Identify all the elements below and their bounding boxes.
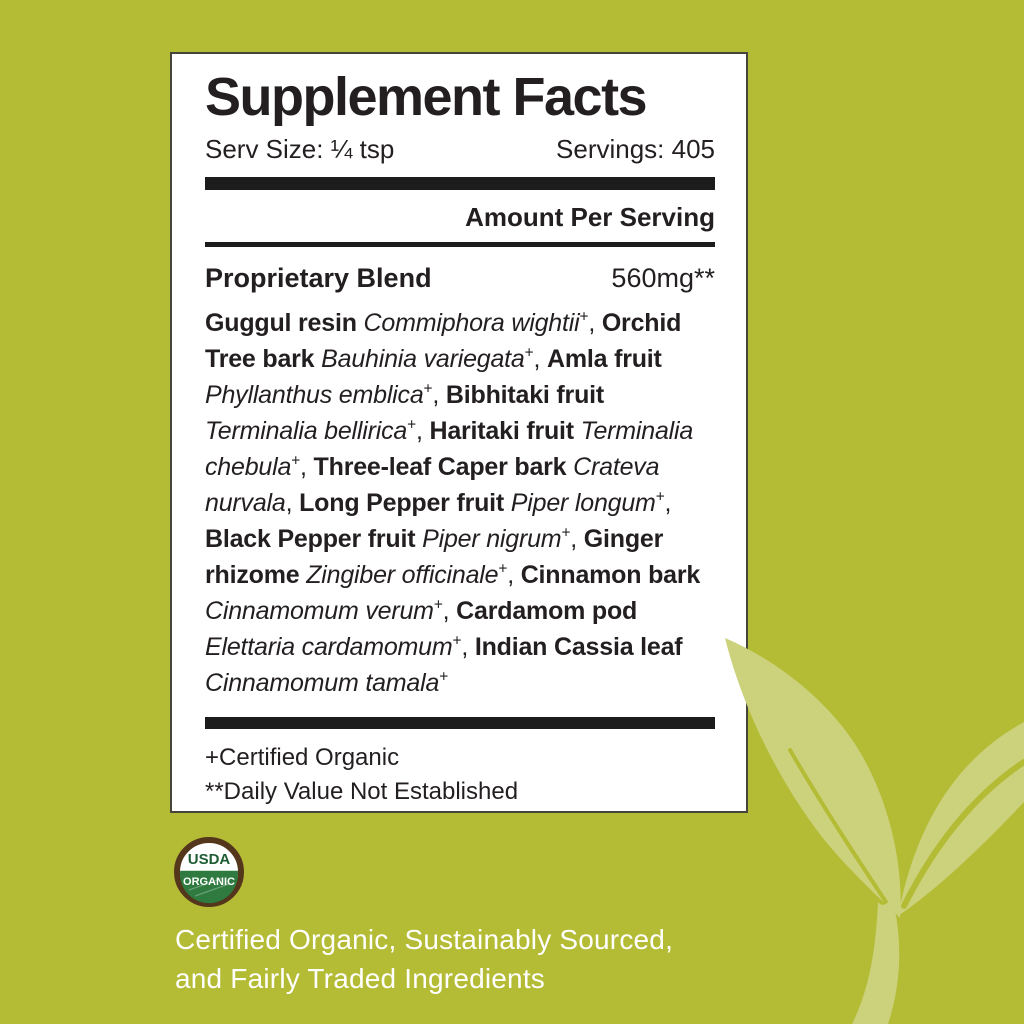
divider-bar-thin: [205, 242, 715, 247]
blend-amount: 560mg**: [611, 263, 715, 293]
amount-per-serving-label: Amount Per Serving: [465, 202, 715, 232]
tagline-line-2: and Fairly Traded Ingredients: [175, 963, 546, 994]
proprietary-blend-row: [205, 263, 715, 294]
tagline-line-1: Certified Organic, Sustainably Sourced,: [175, 924, 674, 955]
serv-size-text: Serv Size: ¼ tsp: [205, 134, 395, 164]
sprout-leaf-icon: [640, 600, 1024, 1024]
footnote-certified-organic: +Certified Organic: [205, 744, 400, 771]
serving-row: [205, 134, 715, 165]
panel-title: Supplement Facts: [205, 67, 647, 127]
blend-name: Proprietary Blend: [205, 263, 432, 293]
footnote-daily-value: **Daily Value Not Established: [205, 778, 519, 805]
servings-count-text: Servings: 405: [556, 134, 715, 164]
usda-seal-organic-text: ORGANIC: [183, 876, 235, 888]
ingredients-text: Guggul resin Commiphora wightii+, Orchid Tree bark Bauhinia variegata+, Amla fruit Phyllanthus emblica+, Bibhitaki fruit Terminalia bellirica+, Haritaki fruit Terminalia chebula+, Three-leaf Caper bark Crateva nurvala, Long Pepper fruit Piper longum+, Black Pepper fruit Piper nigrum+, Ginger rhizome Zingiber officinale+, Cinnamon bark Cinnamomum verum+, Cardamom pod Elettaria cardamomum+, Indian Cassia leaf Cinnamomum tamala+: [205, 308, 701, 697]
divider-bar-bottom: [205, 717, 715, 729]
usda-organic-seal: [173, 836, 245, 908]
usda-seal-usda-text: USDA: [187, 851, 231, 868]
divider-bar-top: [205, 177, 715, 190]
